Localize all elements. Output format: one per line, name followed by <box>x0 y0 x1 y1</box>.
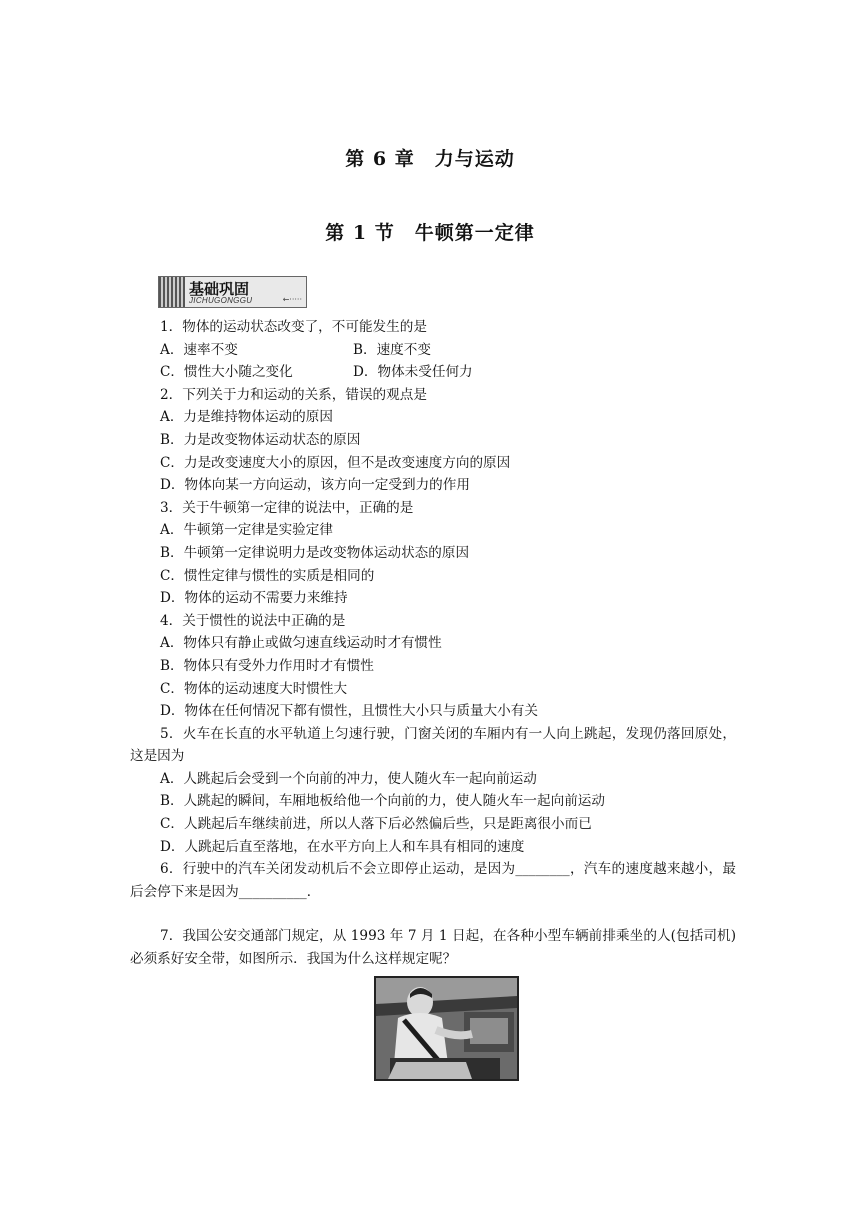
question-list <box>130 316 736 971</box>
option: D．人跳起后直至落地，在水平方向上人和车具有相同的速度 <box>160 838 525 855</box>
option: C．惯性定律与惯性的实质是相同的 <box>160 567 375 584</box>
question-stem: 4．关于惯性的说法中正确的是 <box>160 612 346 629</box>
option: D．物体未受任何力 <box>353 364 473 381</box>
option: B．牛顿第一定律说明力是改变物体运动状态的原因 <box>160 544 470 561</box>
question-stem: 2．下列关于力和运动的关系，错误的观点是 <box>160 386 427 403</box>
badge-stripe-icon <box>159 277 185 307</box>
seatbelt-driver-photo-icon <box>374 976 519 1081</box>
option: D．物体在任何情况下都有惯性，且惯性大小只与质量大小有关 <box>160 703 538 720</box>
option: A．力是维持物体运动的原因 <box>160 409 333 426</box>
option: B．物体只有受外力作用时才有惯性 <box>160 657 374 674</box>
option: A．速率不变 <box>160 341 238 358</box>
chapter-title: 第 6 章 力与运动 <box>345 148 515 170</box>
question-stem: 5．火车在长直的水平轨道上匀速行驶，门窗关闭的车厢内有一人向上跳起，发现仍落回原处，这是因为 <box>130 725 736 765</box>
question-stem: 1．物体的运动状态改变了，不可能发生的是 <box>160 319 427 335</box>
option: A．人跳起后会受到一个向前的冲力，使人随火车一起向前运动 <box>160 770 537 787</box>
option: A．物体只有静止或做匀速直线运动时才有惯性 <box>160 635 442 652</box>
option: D．物体的运动不需要力来维持 <box>160 590 348 607</box>
question-stem: 3．关于牛顿第一定律的说法中，正确的是 <box>160 499 414 516</box>
option: B．人跳起的瞬间，车厢地板给他一个向前的力，使人随火车一起向前运动 <box>160 793 605 810</box>
option: A．牛顿第一定律是实验定律 <box>160 522 333 539</box>
section-title: 第 1 节 牛顿第一定律 <box>325 222 535 244</box>
question-stem: 6．行驶中的汽车关闭发动机后不会立即停止运动，是因为________，汽车的速度越来越小，最后会停下来是因为__________． <box>130 861 736 900</box>
option: C．物体的运动速度大时惯性大 <box>160 680 348 697</box>
badge-main-text: 基础巩固 <box>189 280 250 298</box>
option: C．惯性大小随之变化 <box>160 364 293 381</box>
basic-consolidation-badge <box>158 276 307 308</box>
badge-sub-text: JICHUGONGGU <box>189 296 253 305</box>
question-stem: 7．我国公安交通部门规定，从 1993 年 7 月 1 日起，在各种小型车辆前排乘坐的人(包括司机)必须系好安全带，如图所示．我国为什么这样规定呢？ <box>130 928 736 968</box>
option: B．力是改变物体运动状态的原因 <box>160 431 361 448</box>
option: B．速度不变 <box>353 341 431 358</box>
option: C．力是改变速度大小的原因，但不是改变速度方向的原因 <box>160 454 511 471</box>
option: D．物体向某一方向运动，该方向一定受到力的作用 <box>160 477 470 494</box>
option: C．人跳起后车继续前进，所以人落下后必然偏后些，只是距离很小而已 <box>160 816 592 833</box>
badge-arrow-icon: ←····· <box>282 295 302 304</box>
